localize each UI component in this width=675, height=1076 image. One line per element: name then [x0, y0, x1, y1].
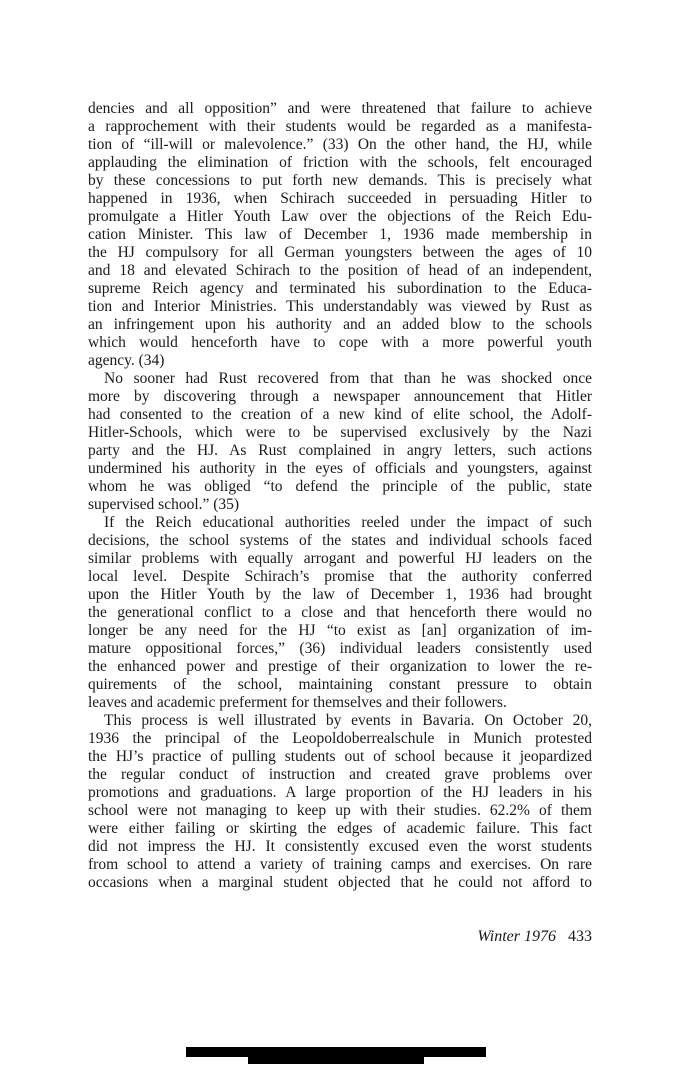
text-line: local level. Despite Schirach’s promise that the authority conferred	[88, 568, 592, 585]
text-line: longer be any need for the HJ “to exist as [an] organization of im-	[88, 622, 592, 639]
text-line: promotions and graduations. A large proportion of the HJ leaders in his	[88, 784, 592, 801]
running-head: Winter 1976	[477, 928, 556, 945]
text-line: tion of “ill-will or malevolence.” (33) On the other hand, the HJ, while	[88, 136, 592, 153]
text-line: cation Minister. This law of December 1, 1936 made membership in	[88, 226, 592, 243]
text-line: undermined his authority in the eyes of officials and youngsters, against	[88, 460, 592, 477]
text-line: and 18 and elevated Schirach to the position of head of an independent,	[88, 262, 592, 279]
scan-edge-bar	[186, 1047, 486, 1057]
text-line: the HJ compulsory for all German youngsters between the ages of 10	[88, 244, 592, 261]
text-line: Hitler-Schools, which were to be supervised exclusively by the Nazi	[88, 424, 592, 441]
text-line: upon the Hitler Youth by the law of December 1, 1936 had brought	[88, 586, 592, 603]
text-line: tion and Interior Ministries. This understandably was viewed by Rust as	[88, 298, 592, 315]
text-line: from school to attend a variety of training camps and exercises. On rare	[88, 856, 592, 873]
text-line: agency. (34)	[88, 352, 165, 369]
text-line: the HJ’s practice of pulling students out of school because it jeopardized	[88, 748, 592, 765]
text-line: did not impress the HJ. It consistently excused even the worst students	[88, 838, 592, 855]
text-line: which would henceforth have to cope with a more powerful youth	[88, 334, 592, 351]
text-line: occasions when a marginal student objected that he could not afford to	[88, 874, 592, 891]
text-line: promulgate a Hitler Youth Law over the objections of the Reich Edu-	[88, 208, 592, 225]
text-line: supreme Reich agency and terminated his subordination to the Educa-	[88, 280, 592, 297]
page-number: 433	[568, 928, 592, 945]
text-line: whom he was obliged “to defend the principle of the public, state	[88, 478, 592, 495]
text-line: quirements of the school, maintaining constant pressure to obtain	[88, 676, 592, 693]
text-line: 1936 the principal of the Leopoldoberrealschule in Munich protested	[88, 730, 592, 747]
page-footer	[88, 925, 592, 949]
text-line: decisions, the school systems of the states and individual schools faced	[88, 532, 592, 549]
text-line: party and the HJ. As Rust complained in angry letters, such actions	[88, 442, 592, 459]
paragraph-start-line: If the Reich educational authorities reeled under the impact of such	[104, 514, 592, 531]
scan-edge-bar-lower	[248, 1057, 424, 1064]
text-line: by these concessions to put forth new demands. This is precisely what	[88, 172, 592, 189]
text-line: school were not managing to keep up with their studies. 62.2% of them	[88, 802, 592, 819]
text-line: supervised school.” (35)	[88, 496, 240, 513]
paragraph-start-line: No sooner had Rust recovered from that than he was shocked once	[104, 370, 592, 387]
text-line: the generational conflict to a close and that henceforth there would no	[88, 604, 592, 621]
text-line: had consented to the creation of a new kind of elite school, the Adolf-	[88, 406, 592, 423]
text-line: mature oppositional forces,” (36) individual leaders consistently used	[88, 640, 592, 657]
paragraph-start-line: This process is well illustrated by events in Bavaria. On October 20,	[104, 712, 592, 729]
text-line: the enhanced power and prestige of their organization to lower the re-	[88, 658, 592, 675]
text-line: happened in 1936, when Schirach succeeded in persuading Hitler to	[88, 190, 592, 207]
text-line: an infringement upon his authority and an added blow to the schools	[88, 316, 592, 333]
text-line: leaves and academic preferment for themselves and their followers.	[88, 694, 507, 711]
text-line: applauding the elimination of friction with the schools, felt encouraged	[88, 154, 592, 171]
text-line: the regular conduct of instruction and created grave problems over	[88, 766, 592, 783]
text-line: more by discovering through a newspaper announcement that Hitler	[88, 388, 592, 405]
text-line: a rapprochement with their students would be regarded as a manifesta-	[88, 118, 592, 135]
text-line: were either failing or skirting the edges of academic failure. This fact	[88, 820, 592, 837]
text-line: similar problems with equally arrogant and powerful HJ leaders on the	[88, 550, 592, 567]
body-text	[88, 100, 592, 892]
text-line: dencies and all opposition” and were threatened that failure to achieve	[88, 100, 592, 117]
